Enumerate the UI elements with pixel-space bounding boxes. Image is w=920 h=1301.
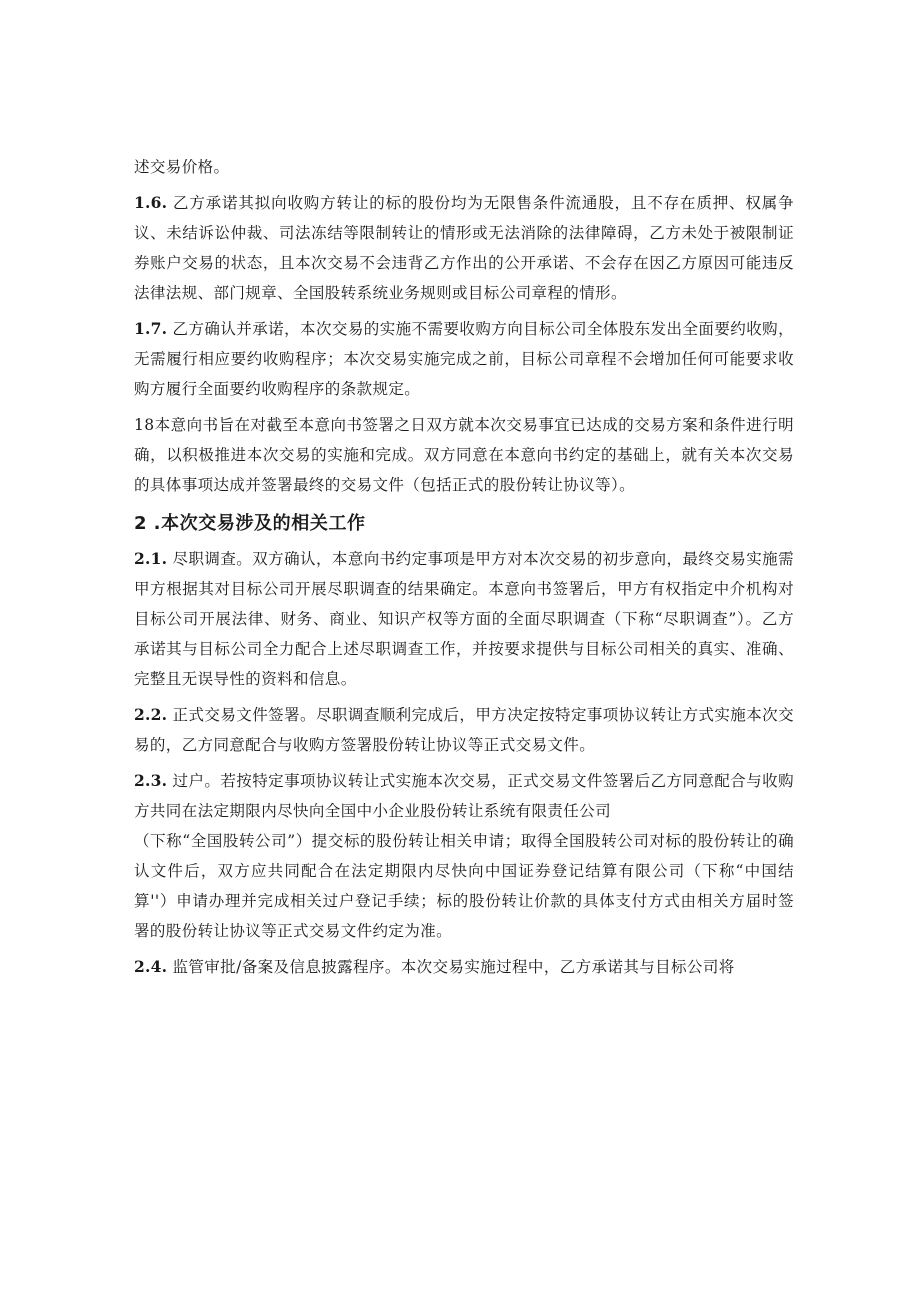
clause-1-7 [134, 314, 794, 404]
clause-number: 1.6. [134, 193, 168, 212]
paragraph-text: 述交易价格。 [134, 158, 230, 176]
clause-number: 2.1. [134, 549, 168, 568]
clause-2-4 [134, 952, 794, 982]
clause-text-continued: （下称“全国股转公司”）提交标的股份转让相关申请；取得全国股转公司对标的股份转让的确认文件后，双方应共同配合在法定期限内尽快向中国证券登记结算有限公司（下称“中国结算''）申请办理并完成相关过户登记手续；标的股份转让价款的具体支付方式由相关方届时签署的股份转让协议等正式交易文件约定为准。 [134, 832, 794, 940]
clause-2-3 [134, 766, 794, 946]
document-page [134, 152, 794, 988]
clause-number: 2.4. [134, 957, 168, 976]
clause-text: 本意向书旨在对截至本意向书签署之日双方就本次交易事宜已达成的交易方案和条件进行明确，以积极推进本次交易的实施和完成。双方同意在本意向书约定的基础上，就有关本次交易的具体事项达成并签署最终的交易文件（包括正式的股份转让协议等）。 [134, 416, 794, 494]
clause-text: 监管审批/备案及信息披露程序。本次交易实施过程中，乙方承诺其与目标公司将 [172, 958, 735, 976]
clause-1-8 [134, 410, 794, 500]
section-heading-2 [134, 508, 794, 540]
clause-1-6 [134, 188, 794, 308]
paragraph-continuation [134, 152, 794, 182]
clause-text: 尽职调查。双方确认，本意向书约定事项是甲方对本次交易的初步意向，最终交易实施需甲方根据其对目标公司开展尽职调查的结果确定。本意向书签署后，甲方有权指定中介机构对目标公司开展法律、财务、商业、知识产权等方面的全面尽职调查（下称“尽职调查”）。乙方承诺其与目标公司全力配合上述尽职调查工作，并按要求提供与目标公司相关的真实、准确、完整且无误导性的资料和信息。 [134, 550, 795, 688]
clause-text: 乙方确认并承诺，本次交易的实施不需要收购方向目标公司全体股东发出全面要约收购，无需履行相应要约收购程序；本次交易实施完成之前，目标公司章程不会增加任何可能要求收购方履行全面要约收购程序的条款规定。 [134, 320, 795, 398]
clause-text: 过户。若按特定事项协议转让式实施本次交易，正式交易文件签署后乙方同意配合与收购方共同在法定期限内尽快向全国中小企业股份转让系统有限责任公司 [134, 772, 795, 820]
clause-number: 2.3. [134, 771, 168, 790]
clause-number: 1.7. [134, 319, 168, 338]
clause-text: 正式交易文件签署。尽职调查顺利完成后，甲方决定按特定事项协议转让方式实施本次交易的，乙方同意配合与收购方签署股份转让协议等正式交易文件。 [134, 706, 795, 754]
clause-text: 乙方承诺其拟向收购方转让的标的股份均为无限售条件流通股，且不存在质押、权属争议、未结诉讼仲裁、司法冻结等限制转让的情形或无法消除的法律障碍，乙方未处于被限制证券账户交易的状态，且本次交易不会违背乙方作出的公开承诺、不会存在因乙方原因可能违反法律法规、部门规章、全国股转系统业务规则或目标公司章程的情形。 [134, 194, 795, 302]
clause-number: 18 [134, 416, 155, 434]
clause-2-2 [134, 700, 794, 760]
section-number: 2 [134, 513, 147, 534]
section-title: .本次交易涉及的相关工作 [153, 513, 366, 534]
clause-number: 2.2. [134, 705, 168, 724]
clause-2-1 [134, 544, 794, 694]
